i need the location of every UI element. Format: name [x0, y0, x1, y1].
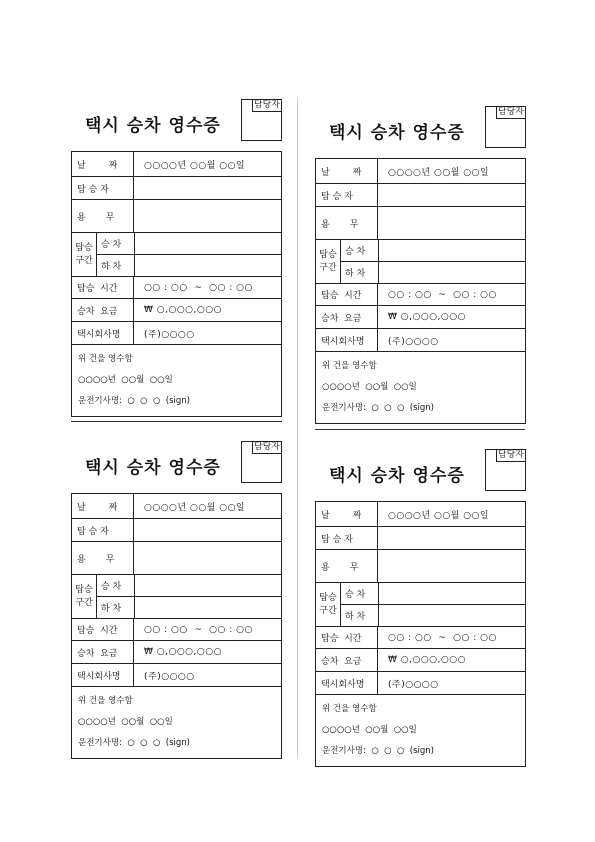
passenger-value [134, 519, 281, 541]
passenger-label: 탑 승 자 [72, 519, 134, 541]
fare-label: 승차 요금 [316, 306, 378, 328]
route-row [72, 575, 281, 619]
receipt-table [71, 493, 282, 759]
alighting-row [97, 596, 281, 618]
alighting-label: 하 차 [97, 597, 135, 618]
passenger-row [72, 177, 281, 200]
fare-label: 승차 요금 [72, 641, 134, 663]
alighting-label: 하 차 [97, 255, 135, 276]
fare-value: ₩ ○,○○○,○○○ [388, 655, 466, 665]
footer-statement: 위 건을 영수함 [78, 354, 133, 364]
route-section-label [72, 233, 97, 276]
receipt-table [315, 501, 526, 767]
alighting-value [135, 255, 281, 276]
route-row [316, 240, 525, 284]
footer-driver: 운전기사명: ○ ○ ○ (sign) [78, 396, 190, 406]
time-value: ○○ : ○○ ~ ○○ : ○○ [144, 624, 253, 635]
receipt-title: 택시 승차 영수증 [85, 458, 221, 478]
alighting-label: 하 차 [341, 262, 379, 283]
purpose-label: 용 무 [72, 200, 134, 232]
alighting-value [135, 597, 281, 618]
footer-statement: 위 건을 영수함 [322, 361, 377, 371]
boarding-row [97, 575, 281, 596]
alighting-row [97, 254, 281, 276]
fare-row [316, 649, 525, 672]
company-value: (주)○○○○ [144, 329, 195, 340]
boarding-label: 승 차 [97, 575, 135, 596]
approver-label: 담당자 [497, 107, 524, 117]
route-label-line2: 구간 [319, 262, 337, 273]
separator-right [315, 429, 525, 430]
receipt-footer [316, 352, 525, 423]
time-row [72, 277, 281, 299]
boarding-row [97, 233, 281, 254]
footer-date: ○○○○년 ○○월 ○○일 [78, 375, 173, 385]
time-label: 탑승 시간 [72, 619, 134, 640]
purpose-row [316, 207, 525, 240]
route-label-line1: 탑승 [319, 249, 337, 260]
date-value: ○○○○년 ○○월 ○○일 [144, 160, 246, 171]
company-row [72, 664, 281, 687]
date-label: 날 짜 [72, 152, 134, 176]
passenger-label: 탑 승 자 [316, 184, 378, 206]
purpose-value [134, 200, 281, 232]
receipt-footer [316, 695, 525, 766]
receipt-title: 택시 승차 영수증 [329, 466, 465, 486]
passenger-label: 탑 승 자 [316, 527, 378, 549]
company-value: (주)○○○○ [144, 671, 195, 682]
boarding-value [379, 240, 525, 261]
time-row [316, 627, 525, 649]
receipt-table [315, 158, 526, 424]
date-row [72, 152, 281, 177]
fare-label: 승차 요금 [72, 299, 134, 321]
route-section-label [316, 583, 341, 626]
time-row [316, 284, 525, 306]
separator-left [71, 421, 282, 422]
receipt-footer [72, 345, 281, 416]
purpose-row [316, 550, 525, 583]
center-divider [297, 98, 298, 758]
route-subrows [97, 575, 281, 618]
route-row [316, 583, 525, 627]
approver-stamp-box [485, 449, 526, 491]
time-label: 탑승 시간 [316, 284, 378, 305]
alighting-label: 하 차 [341, 605, 379, 626]
route-section-label [72, 575, 97, 618]
passenger-row [72, 519, 281, 542]
purpose-value [378, 550, 525, 582]
footer-date: ○○○○년 ○○월 ○○일 [78, 717, 173, 727]
date-label: 날 짜 [316, 502, 378, 526]
receipt-title: 택시 승차 영수증 [329, 123, 465, 143]
approver-label: 담당자 [497, 450, 524, 460]
approver-label: 담당자 [253, 442, 280, 452]
company-row [316, 672, 525, 695]
boarding-label: 승 차 [341, 583, 379, 604]
company-value: (주)○○○○ [388, 679, 439, 690]
footer-driver: 운전기사명: ○ ○ ○ (sign) [322, 746, 434, 756]
fare-label: 승차 요금 [316, 649, 378, 671]
purpose-row [72, 200, 281, 233]
boarding-row [341, 240, 525, 261]
approver-stamp-box [241, 441, 282, 483]
date-row [72, 494, 281, 519]
date-label: 날 짜 [72, 494, 134, 518]
passenger-value [378, 527, 525, 549]
company-label: 택시회사명 [72, 664, 134, 686]
date-value: ○○○○년 ○○월 ○○일 [144, 502, 246, 513]
purpose-value [134, 542, 281, 574]
route-label-line1: 탑승 [319, 592, 337, 603]
footer-statement: 위 건을 영수함 [322, 704, 377, 714]
passenger-row [316, 527, 525, 550]
approver-stamp-box [241, 99, 282, 141]
route-label-line2: 구간 [75, 255, 93, 266]
date-label: 날 짜 [316, 159, 378, 183]
approver-stamp-box [485, 106, 526, 148]
footer-driver: 운전기사명: ○ ○ ○ (sign) [78, 738, 190, 748]
company-row [316, 329, 525, 352]
route-subrows [341, 240, 525, 283]
company-label: 택시회사명 [72, 322, 134, 344]
company-row [72, 322, 281, 345]
passenger-value [134, 177, 281, 199]
purpose-label: 용 무 [316, 207, 378, 239]
time-value: ○○ : ○○ ~ ○○ : ○○ [388, 289, 497, 300]
boarding-row [341, 583, 525, 604]
route-section-label [316, 240, 341, 283]
route-label-line2: 구간 [319, 605, 337, 616]
time-label: 탑승 시간 [72, 277, 134, 298]
date-value: ○○○○년 ○○월 ○○일 [388, 167, 490, 178]
boarding-label: 승 차 [341, 240, 379, 261]
date-row [316, 159, 525, 184]
boarding-value [135, 575, 281, 596]
receipt-title: 택시 승차 영수증 [85, 116, 221, 136]
alighting-value [379, 605, 525, 626]
date-row [316, 502, 525, 527]
company-label: 택시회사명 [316, 329, 378, 351]
route-label-line2: 구간 [75, 597, 93, 608]
time-row [72, 619, 281, 641]
footer-statement: 위 건을 영수함 [78, 696, 133, 706]
boarding-label: 승 차 [97, 233, 135, 254]
purpose-row [72, 542, 281, 575]
fare-value: ₩ ○,○○○,○○○ [144, 647, 222, 657]
fare-row [72, 641, 281, 664]
purpose-value [378, 207, 525, 239]
alighting-row [341, 261, 525, 283]
route-subrows [341, 583, 525, 626]
purpose-label: 용 무 [316, 550, 378, 582]
footer-date: ○○○○년 ○○월 ○○일 [322, 725, 417, 735]
receipt-table [71, 151, 282, 417]
route-subrows [97, 233, 281, 276]
company-value: (주)○○○○ [388, 336, 439, 347]
date-value: ○○○○년 ○○월 ○○일 [388, 510, 490, 521]
route-label-line1: 탑승 [75, 242, 93, 253]
passenger-value [378, 184, 525, 206]
time-label: 탑승 시간 [316, 627, 378, 648]
approver-label: 담당자 [253, 100, 280, 110]
fare-value: ₩ ○,○○○,○○○ [144, 305, 222, 315]
fare-row [316, 306, 525, 329]
company-label: 택시회사명 [316, 672, 378, 694]
time-value: ○○ : ○○ ~ ○○ : ○○ [144, 282, 253, 293]
passenger-row [316, 184, 525, 207]
fare-value: ₩ ○,○○○,○○○ [388, 312, 466, 322]
receipt-footer [72, 687, 281, 758]
time-value: ○○ : ○○ ~ ○○ : ○○ [388, 632, 497, 643]
footer-driver: 운전기사명: ○ ○ ○ (sign) [322, 403, 434, 413]
boarding-value [135, 233, 281, 254]
boarding-value [379, 583, 525, 604]
passenger-label: 탑 승 자 [72, 177, 134, 199]
route-label-line1: 탑승 [75, 584, 93, 595]
alighting-row [341, 604, 525, 626]
footer-date: ○○○○년 ○○월 ○○일 [322, 382, 417, 392]
purpose-label: 용 무 [72, 542, 134, 574]
route-row [72, 233, 281, 277]
alighting-value [379, 262, 525, 283]
fare-row [72, 299, 281, 322]
